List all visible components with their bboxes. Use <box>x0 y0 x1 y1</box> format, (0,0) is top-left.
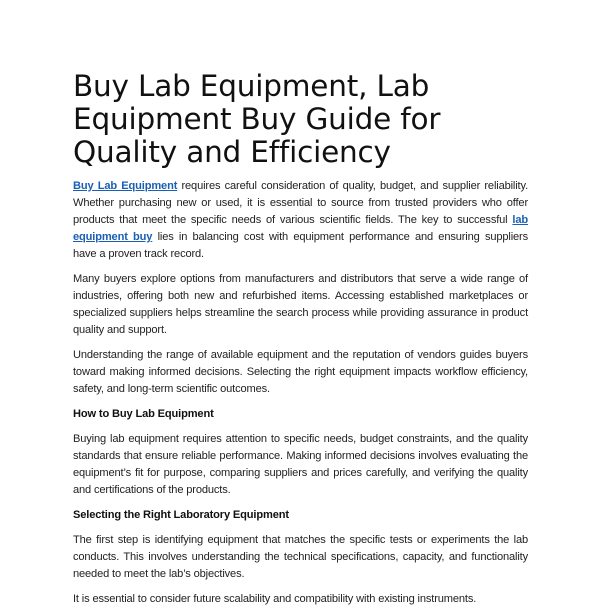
intro-paragraph <box>73 178 528 263</box>
document-page <box>73 70 528 616</box>
section-body-how-to-buy: Buying lab equipment requires attention to specific needs, budget constraints, and the quality standards that ensure reliable performance. Making informed decisions involves evaluating the equipment’s fit for purpose, comparing suppliers and prices carefully, and verifying the quality and certifications of the products. <box>73 433 528 496</box>
lab-equipment-buy-link[interactable]: lab equipment buy <box>73 214 528 243</box>
section-body-selecting: The first step is identifying equipment that matches the specific tests or experiments the lab conducts. This involves understanding the technical specifications, capacity, and functionality needed to meet the lab’s objectives. <box>73 534 528 580</box>
paragraph-buyers: Many buyers explore options from manufacturers and distributors that serve a wide range of industries, offering both new and refurbished items. Accessing established marketplaces or specialized suppliers helps streamline the search process while providing assurance in product quality and support. <box>73 273 528 336</box>
section-heading-selecting: Selecting the Right Laboratory Equipment <box>73 509 289 521</box>
intro-text-1: requires careful consideration of quality, budget, and supplier reliability. Whether purchasing new or used, it is essential to source from trusted providers who offer products that meet the specific needs of various scientific fields. The key to successful <box>73 180 528 226</box>
section-body-selecting-2: It is essential to consider future scalability and compatibility with existing instruments. <box>73 593 477 605</box>
paragraph-understanding: Understanding the range of available equipment and the reputation of vendors guides buyers toward making informed decisions. Selecting the right equipment impacts workflow efficiency, safety, and long-term scientific outcomes. <box>73 349 528 395</box>
buy-lab-equipment-link[interactable]: Buy Lab Equipment <box>73 180 178 192</box>
page-title: Buy Lab Equipment, Lab Equipment Buy Guide for Quality and Efficiency <box>73 69 441 169</box>
section-heading-how-to-buy: How to Buy Lab Equipment <box>73 408 214 420</box>
intro-text-2: lies in balancing cost with equipment performance and ensuring suppliers have a proven track record. <box>73 231 528 260</box>
